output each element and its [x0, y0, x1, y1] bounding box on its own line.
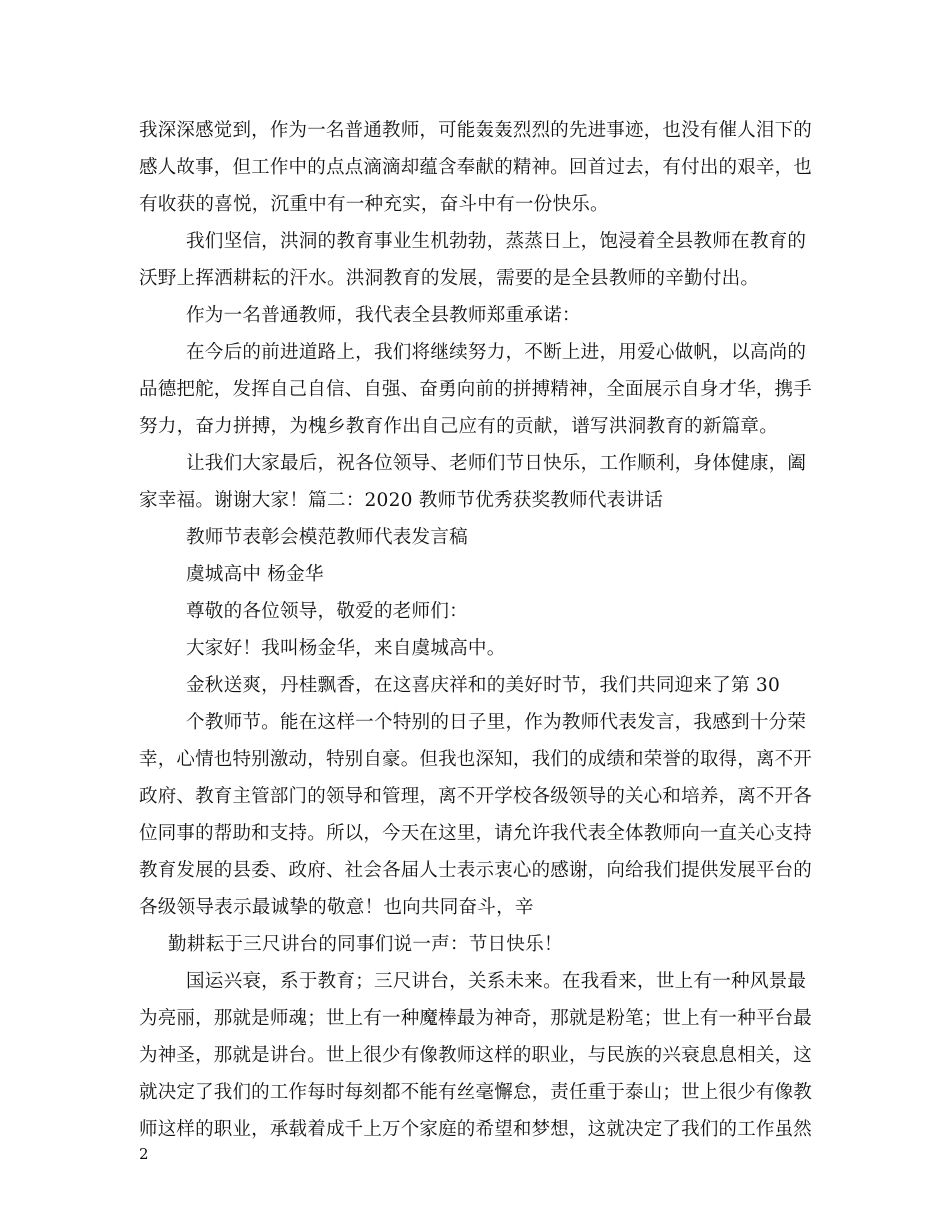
- text-line: 师这样的职业，承载着成千上万个家庭的希望和梦想，这就决定了我们的工作虽然: [139, 1119, 812, 1140]
- text-line: 国运兴衰，系于教育；三尺讲台，关系未来。在我看来，世上有一种风景最: [186, 971, 807, 992]
- text-line: 为亮丽，那就是师魂；世上有一种魔棒最为神奇，那就是粉笔；世上有一种平台最: [139, 1008, 812, 1029]
- text-line: 位同事的帮助和支持。所以，今天在这里，请允许我代表全体教师向一直关心支持: [139, 823, 812, 844]
- text-line: 让我们大家最后，祝各位领导、老师们节日快乐，工作顺利，身体健康，阖: [186, 453, 807, 474]
- text-line: 政府、教育主管部门的领导和管理，离不开学校各级领导的关心和培养，离不开各: [139, 786, 812, 807]
- text-line: 家幸福。谢谢大家！篇二：2020 教师节优秀获奖教师代表讲话: [139, 490, 664, 511]
- text-line: 虞城高中 杨金华: [186, 564, 324, 585]
- text-line: 有收获的喜悦，沉重中有一种充实，奋斗中有一份快乐。: [139, 194, 609, 215]
- text-line: 沃野上挥洒耕耘的汗水。洪洞教育的发展，需要的是全县教师的辛勤付出。: [139, 268, 760, 289]
- text-line: 为神圣，那就是讲台。世上很少有像教师这样的职业，与民族的兴衰息息相关，这: [139, 1045, 812, 1066]
- page-number: 2: [139, 1145, 149, 1163]
- text-line: 努力，奋力拼搏，为槐乡教育作出自己应有的贡献，谱写洪洞教育的新篇章。: [139, 416, 778, 437]
- text-line: 个教师节。能在这样一个特别的日子里，作为教师代表发言，我感到十分荣: [186, 712, 807, 733]
- text-line: 在今后的前进道路上，我们将继续努力，不断上进，用爱心做帆，以高尚的: [186, 342, 807, 363]
- text-line: 各级领导表示最诚挚的敬意！也向共同奋斗，辛: [139, 897, 534, 918]
- text-line: 幸，心情也特别激动，特别自豪。但我也深知，我们的成绩和荣誉的取得，离不开: [139, 749, 812, 770]
- text-line: 作为一名普通教师，我代表全县教师郑重承诺：: [186, 305, 581, 326]
- text-line: 勤耕耘于三尺讲台的同事们说一声：节日快乐！: [168, 934, 563, 955]
- text-line: 尊敬的各位领导，敬爱的老师们：: [186, 601, 468, 622]
- text-line: 品德把舵，发挥自己自信、自强、奋勇向前的拼搏精神，全面展示自身才华，携手: [139, 379, 812, 400]
- text-line: 我们坚信，洪洞的教育事业生机勃勃，蒸蒸日上，饱浸着全县教师在教育的: [186, 231, 807, 252]
- text-line: 我深深感觉到，作为一名普通教师，可能轰轰烈烈的先进事迹，也没有催人泪下的: [139, 120, 812, 141]
- text-line: 教师节表彰会模范教师代表发言稿: [186, 527, 468, 548]
- text-line: 教育发展的县委、政府、社会各届人士表示衷心的感谢，向给我们提供发展平台的: [139, 860, 812, 881]
- text-line: 感人故事，但工作中的点点滴滴却蕴含奉献的精神。回首过去，有付出的艰辛，也: [139, 157, 812, 178]
- text-line: 大家好！我叫杨金华，来自虞城高中。: [186, 638, 506, 659]
- text-line: 金秋送爽，丹桂飘香，在这喜庆祥和的美好时节，我们共同迎来了第 30: [186, 675, 780, 696]
- text-line: 就决定了我们的工作每时每刻都不能有丝毫懈怠，责任重于泰山；世上很少有像教: [139, 1082, 812, 1103]
